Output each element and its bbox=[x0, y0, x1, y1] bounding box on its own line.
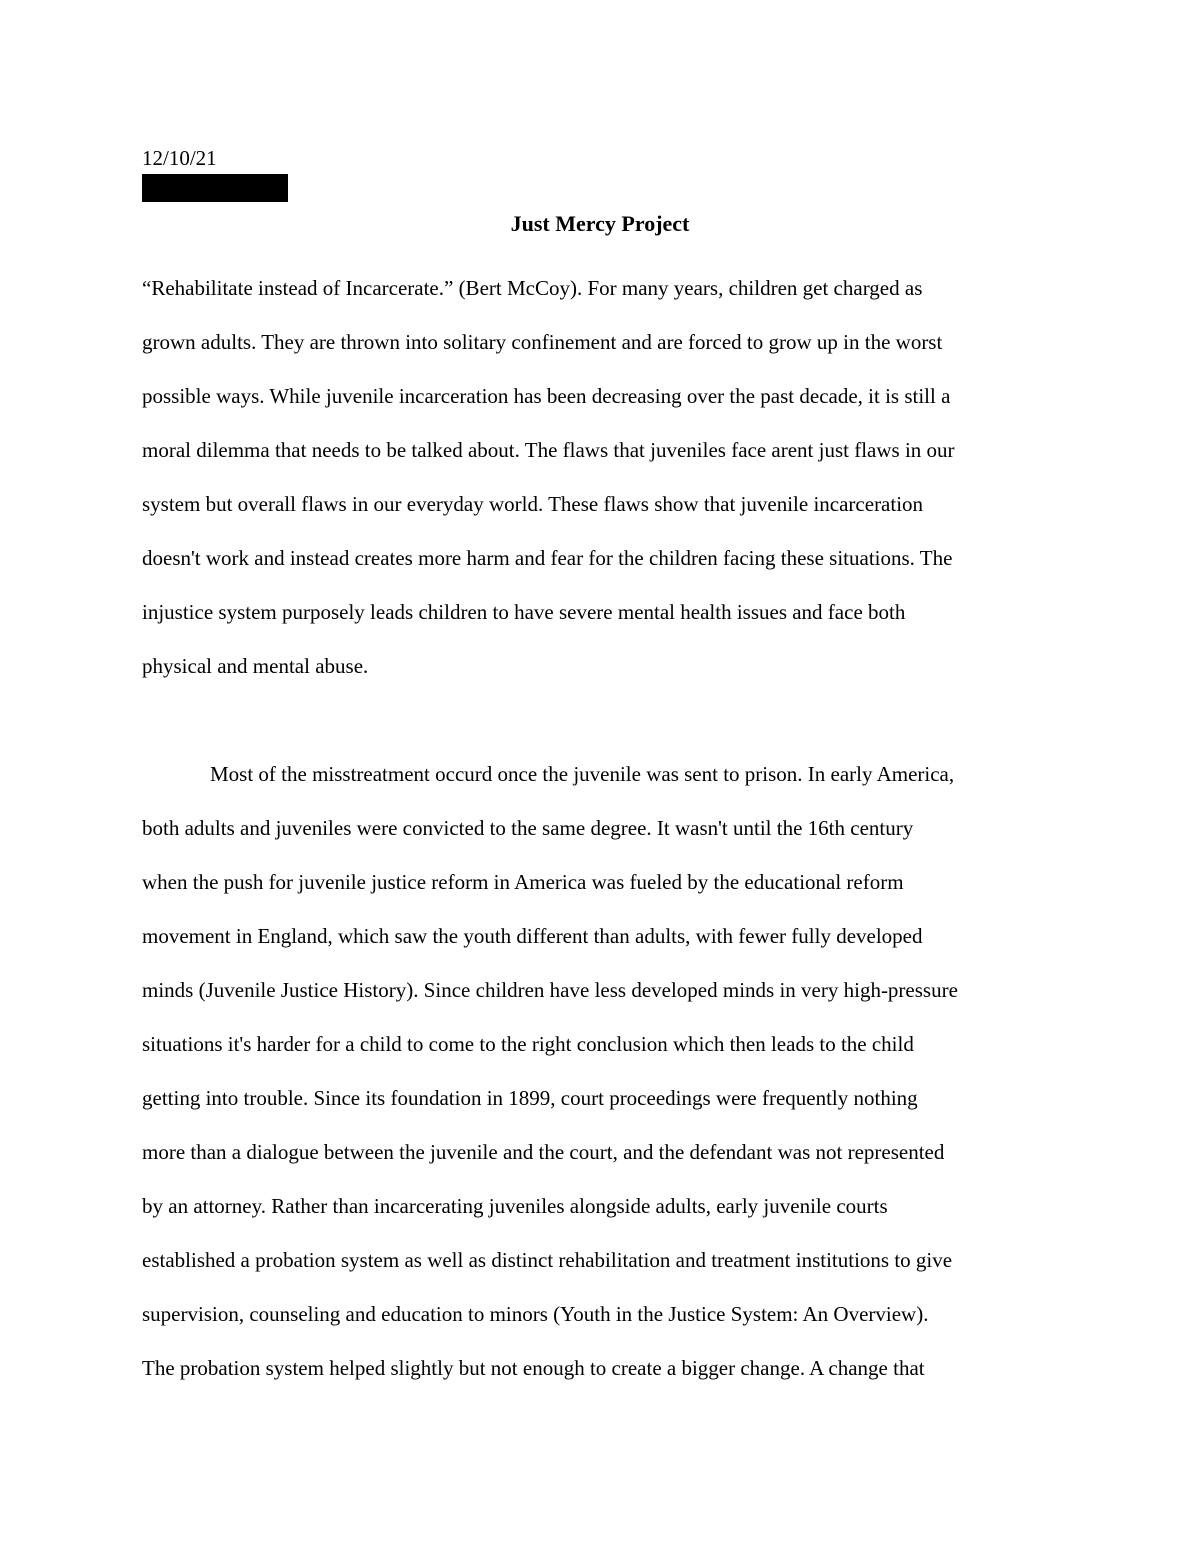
text-line: minds (Juvenile Justice History). Since children have less developed minds in very high-pressure bbox=[142, 978, 958, 1002]
text-line: movement in England, which saw the youth different than adults, with fewer fully developed bbox=[142, 924, 923, 948]
text-line: by an attorney. Rather than incarcerating juveniles alongside adults, early juvenile courts bbox=[142, 1194, 888, 1218]
text-line: supervision, counseling and education to minors (Youth in the Justice System: An Overview). bbox=[142, 1302, 929, 1326]
text-line: situations it's harder for a child to come to the right conclusion which then leads to the child bbox=[142, 1032, 914, 1056]
text-line: moral dilemma that needs to be talked about. The flaws that juveniles face arent just flaws in our bbox=[142, 438, 955, 462]
document-title: Just Mercy Project bbox=[510, 211, 690, 236]
paragraph-body bbox=[142, 747, 1062, 1395]
redacted-name-block bbox=[142, 174, 288, 202]
paragraph-intro bbox=[142, 261, 1062, 693]
text-line: “Rehabilitate instead of Incarcerate.” (Bert McCoy). For many years, children get charged as bbox=[142, 276, 923, 300]
text-line: grown adults. They are thrown into solitary confinement and are forced to grow up in the worst bbox=[142, 330, 943, 354]
text-line: injustice system purposely leads children to have severe mental health issues and face both bbox=[142, 600, 906, 624]
text-line: getting into trouble. Since its foundation in 1899, court proceedings were frequently nothing bbox=[142, 1086, 918, 1110]
text-line: possible ways. While juvenile incarceration has been decreasing over the past decade, it is still a bbox=[142, 384, 951, 408]
text-line: both adults and juveniles were convicted to the same degree. It wasn't until the 16th century bbox=[142, 816, 914, 840]
text-line: physical and mental abuse. bbox=[142, 654, 369, 678]
text-line: Most of the misstreatment occurd once the juvenile was sent to prison. In early America, bbox=[210, 762, 955, 786]
text-line: established a probation system as well as distinct rehabilitation and treatment institutions to give bbox=[142, 1248, 953, 1272]
text-line: when the push for juvenile justice reform in America was fueled by the educational reform bbox=[142, 870, 904, 894]
document-date: 12/10/21 bbox=[142, 146, 217, 170]
text-line: doesn't work and instead creates more harm and fear for the children facing these situations. The bbox=[142, 546, 953, 570]
text-line: more than a dialogue between the juvenile and the court, and the defendant was not represented bbox=[142, 1140, 945, 1164]
text-line: system but overall flaws in our everyday world. These flaws show that juvenile incarceration bbox=[142, 492, 924, 516]
text-line: The probation system helped slightly but not enough to create a bigger change. A change that bbox=[142, 1356, 925, 1380]
